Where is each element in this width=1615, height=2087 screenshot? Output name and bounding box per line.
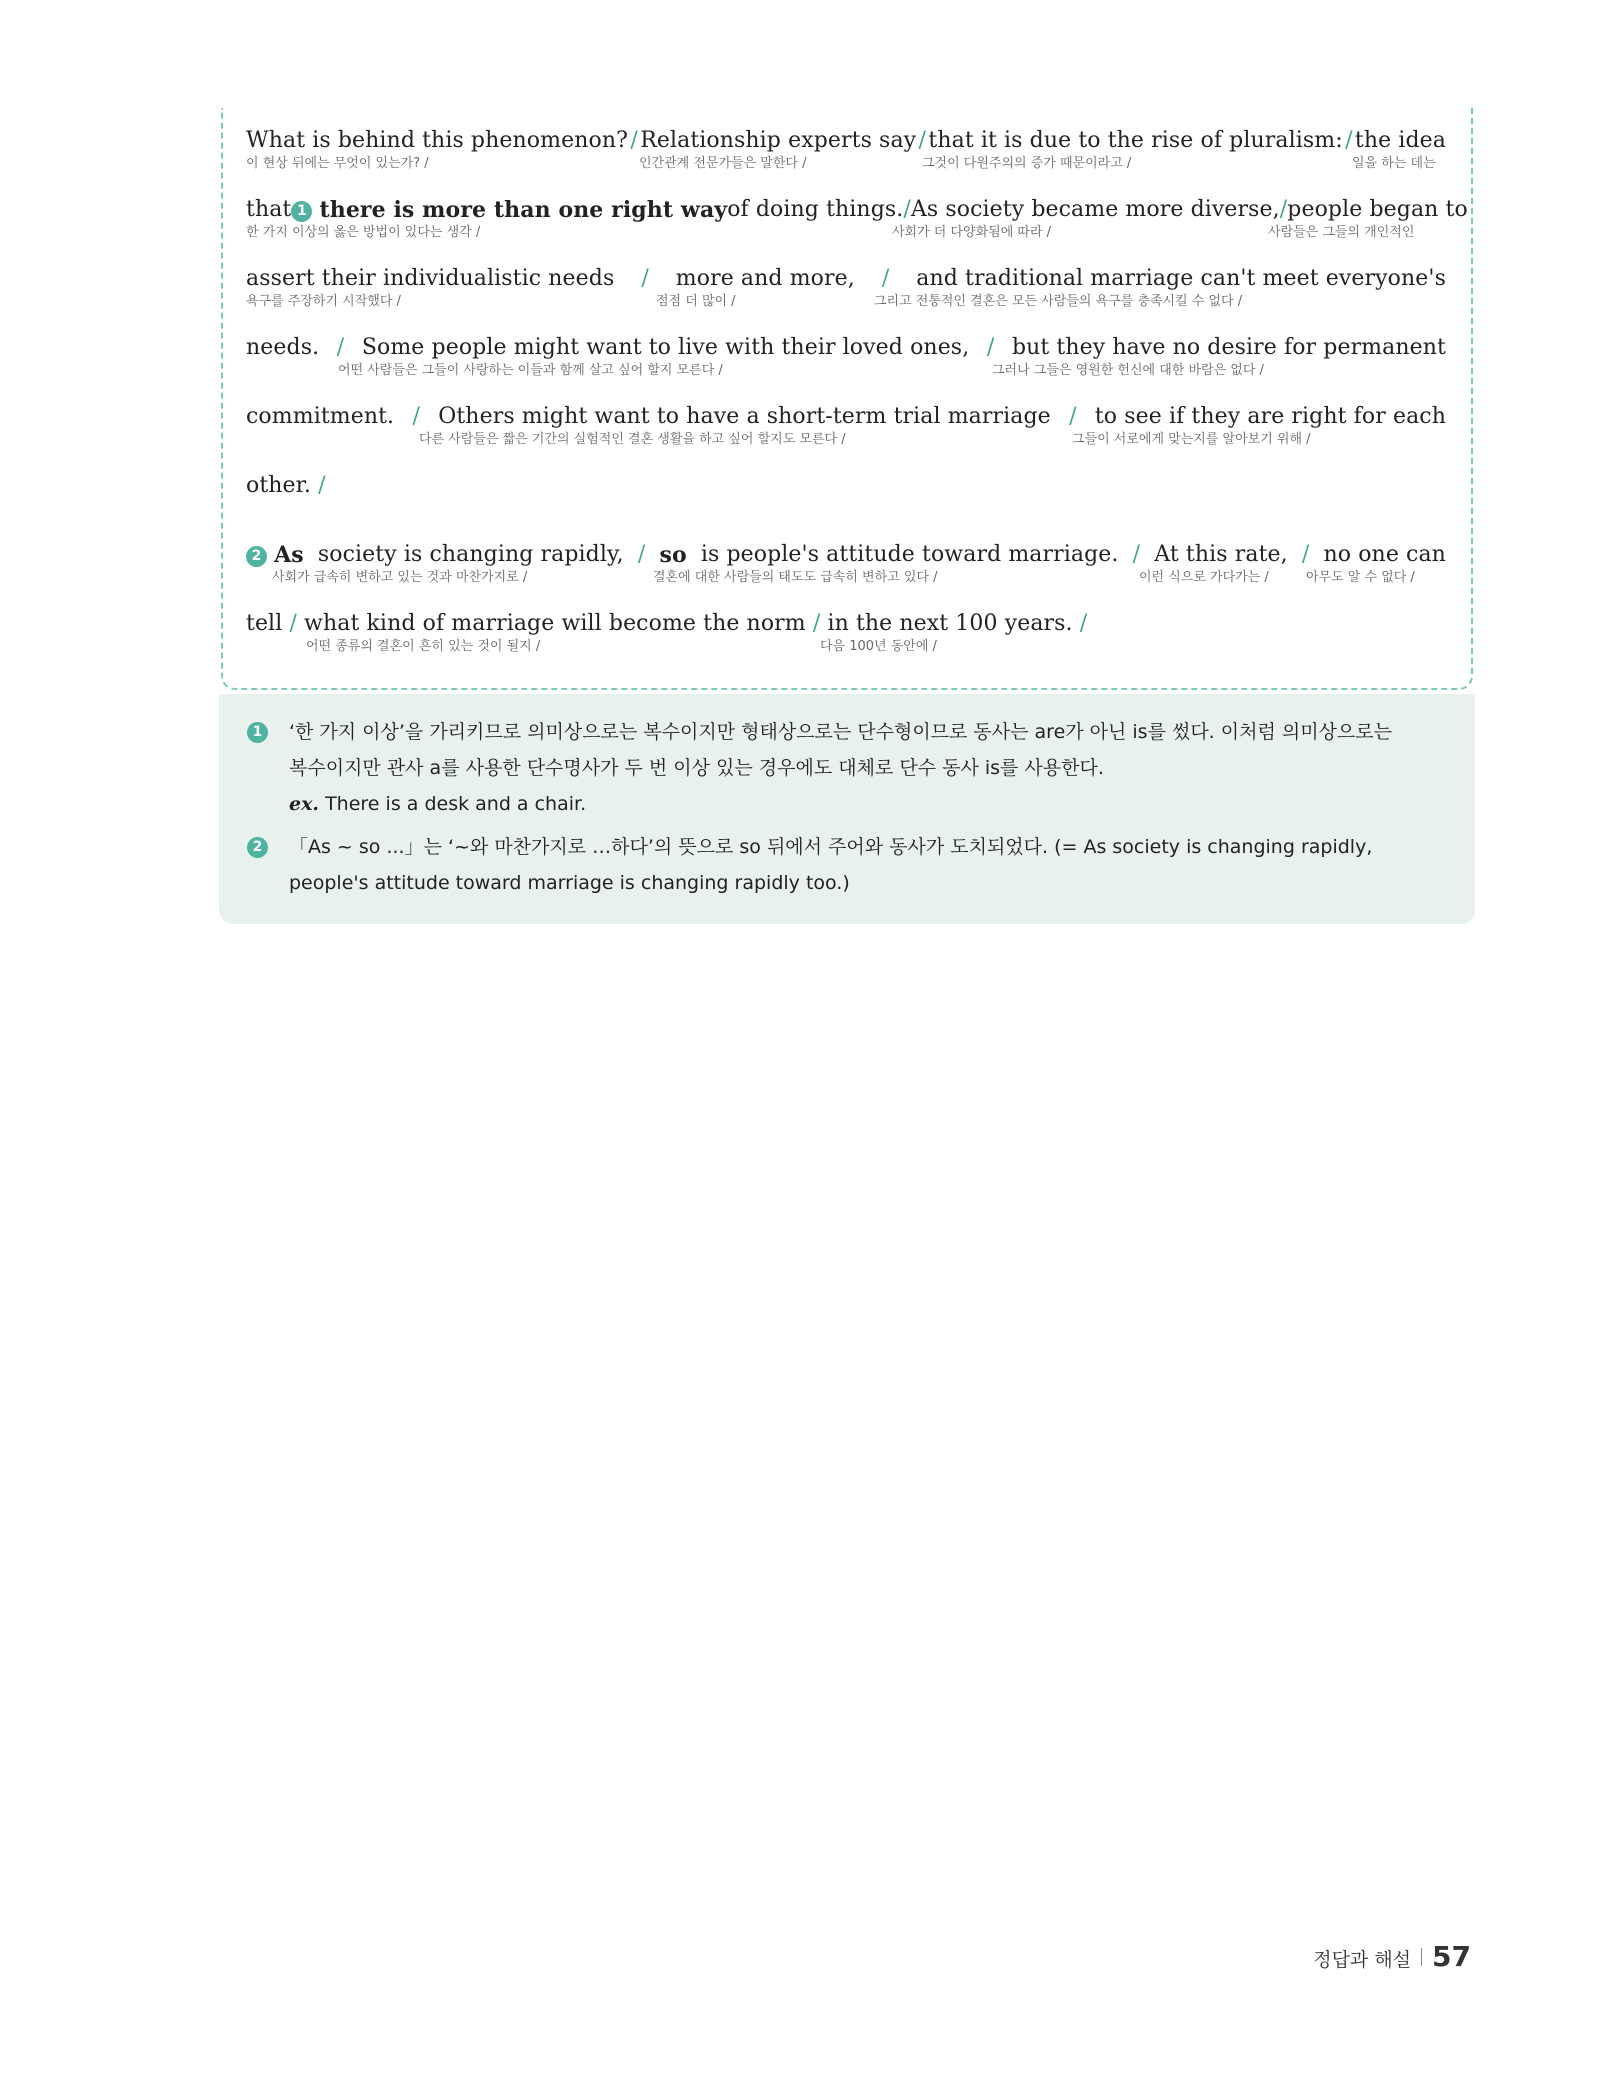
note-marker-2: 2 [246, 546, 267, 567]
phrase: of doing things. [727, 197, 904, 222]
phrase: Others might want to have a short-term trial marriage [438, 404, 1051, 429]
note-text: 복수이지만 관사 a를 사용한 단수명사가 두 번 이상 있는 경우에도 대체로 단수 동사 is를 사용한다. [289, 757, 1104, 779]
note-marker-1: 1 [291, 201, 312, 222]
highlighted-word: As [274, 542, 304, 568]
korean-gloss: 그리고 전통적인 결혼은 모든 사람들의 욕구를 충족시킬 수 없다 / [874, 294, 1243, 309]
slash: / [318, 473, 326, 498]
footer-label: 정답과 해설 [1313, 1949, 1412, 1971]
korean-gloss: 사회가 더 다양화됨에 따라 / [892, 225, 1052, 240]
slash: / [637, 542, 646, 567]
korean-gloss: 사회가 급속히 변하고 있는 것과 마찬가지로 / [272, 570, 528, 585]
slash: / [986, 335, 995, 360]
korean-gloss: 어떤 종류의 결혼이 흔히 있는 것이 될지 / [306, 639, 541, 654]
slash: / [336, 335, 345, 360]
phrase: and traditional marriage can't meet everyone's [916, 266, 1446, 291]
note-body [289, 714, 1437, 822]
phrase: more and more, [675, 266, 855, 291]
slash: / [412, 404, 420, 429]
phrase: what kind of marriage will become the norm [304, 611, 806, 636]
korean-gloss: 그들이 서로에게 맞는지를 알아보기 위해 / [1072, 432, 1311, 447]
korean-gloss: 이런 식으로 가다가는 / [1139, 570, 1269, 585]
phrase: As society became more diverse, [910, 197, 1280, 222]
note-body [289, 829, 1437, 901]
slash: / [1301, 542, 1310, 567]
phrase: that [246, 197, 292, 222]
korean-gloss: 일을 하는 데는 [1352, 156, 1436, 171]
phrase: tell [246, 611, 283, 636]
phrase: commitment. [246, 404, 395, 429]
phrase: people began to [1287, 197, 1468, 222]
korean-gloss: 아무도 알 수 없다 / [1306, 570, 1415, 585]
phrase: other. [246, 473, 311, 498]
phrase: society is changing rapidly, [317, 542, 624, 567]
phrase: no one can [1323, 542, 1446, 567]
korean-gloss: 결혼에 대한 사람들의 태도도 급속히 변하고 있다 / [653, 570, 938, 585]
phrase: needs. [246, 335, 320, 360]
highlighted-word: so [659, 542, 687, 568]
slash: / [918, 128, 927, 153]
korean-gloss: 점점 더 많이 / [656, 294, 736, 309]
phrase: At this rate, [1154, 542, 1288, 567]
slash: / [1345, 128, 1353, 153]
korean-gloss: 그러나 그들은 영원한 헌신에 대한 바람은 없다 / [992, 363, 1264, 378]
slash: / [903, 197, 911, 222]
slash: / [630, 128, 638, 153]
page-footer [1313, 1940, 1471, 1973]
example [289, 786, 1437, 822]
slash: / [1069, 404, 1077, 429]
slash: / [641, 266, 649, 291]
english-text [246, 469, 1446, 503]
phrase: Relationship experts say [640, 128, 917, 153]
note-text: people's attitude toward marriage is changing rapidly too.) [289, 872, 850, 894]
page-number: 57 [1432, 1940, 1471, 1973]
slash: / [289, 611, 297, 636]
english-text [246, 262, 1446, 296]
slash: / [1279, 197, 1288, 222]
korean-gloss: 인간관계 전문가들은 말한다 / [639, 156, 807, 171]
example-text: There is a desk and a chair. [325, 793, 587, 815]
korean-gloss: 욕구를 주장하기 시작했다 / [246, 294, 401, 309]
note-number: 1 [247, 722, 268, 743]
highlighted-phrase: there is more than one right way [319, 197, 728, 223]
note-number: 2 [247, 837, 268, 858]
phrase: to see if they are right for each [1094, 404, 1446, 429]
phrase: is people's attitude toward marriage. [700, 542, 1119, 567]
note-text: ‘한 가지 이상’을 가리키므로 의미상으로는 복수이지만 형태상으로는 단수형이므로 동사는 are가 아닌 is를 썼다. 이처럼 의미상으로는 [289, 721, 1392, 743]
footer-divider [1421, 1948, 1422, 1966]
korean-gloss: 다른 사람들은 짧은 기간의 실험적인 결혼 생활을 하고 싶어 할지도 모른다 / [419, 432, 846, 447]
note-1 [247, 714, 1437, 822]
grammar-notes [219, 694, 1475, 924]
note-2 [247, 829, 1437, 901]
phrase: the idea [1354, 128, 1446, 153]
slash: / [1132, 542, 1141, 567]
slash: / [812, 611, 821, 636]
korean-gloss: 그것이 다원주의의 증가 때문이라고 / [922, 156, 1132, 171]
phrase: assert their individualistic needs [246, 266, 615, 291]
slash: / [881, 266, 890, 291]
phrase: that it is due to the rise of pluralism: [928, 128, 1343, 153]
korean-gloss: 사람들은 그들의 개인적인 [1268, 225, 1415, 240]
korean-gloss: 어떤 사람들은 그들이 사랑하는 이들과 함께 살고 싶어 할지 모른다 / [338, 363, 723, 378]
korean-gloss: 이 현상 뒤에는 무엇이 있는가? / [246, 156, 429, 171]
example-label: ex. [289, 793, 320, 815]
phrase: in the next 100 years. [827, 611, 1073, 636]
phrase: What is behind this phenomenon? [246, 128, 628, 153]
phrase: Some people might want to live with their loved ones, [361, 335, 970, 360]
korean-gloss: 다음 100년 동안에 / [820, 639, 937, 654]
slash: / [1079, 611, 1088, 636]
korean-gloss: 한 가지 이상의 옳은 방법이 있다는 생각 / [246, 225, 481, 240]
note-text: 「As ~ so ...」는 ‘~와 마찬가지로 …하다’의 뜻으로 so 뒤에서 주어와 동사가 도치되었다. (= As society is changing rapidly, [289, 836, 1373, 858]
phrase: but they have no desire for permanent [1011, 335, 1446, 360]
